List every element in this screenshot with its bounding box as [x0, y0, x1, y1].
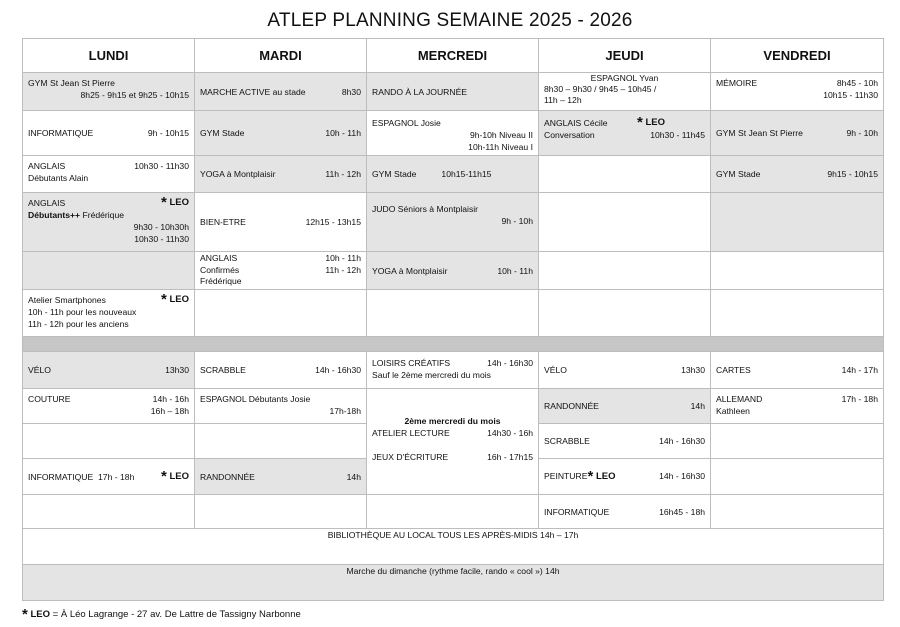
- empty-cell: [711, 495, 884, 529]
- activity-cell: GYM Stade 10h15-11h15: [367, 156, 539, 193]
- empty-cell: [711, 424, 884, 459]
- leo-marker: * LEO: [587, 468, 616, 485]
- asterisk-icon: *: [22, 606, 28, 623]
- activity-cell: SCRABBLE 14h - 16h30: [195, 352, 367, 389]
- activity-cell: RANDONNÉE 14h: [195, 459, 367, 495]
- activity-cell: ANGLAIS 10h30 - 11h30 Débutants Alain: [23, 156, 195, 193]
- leo-marker: * LEO: [160, 467, 189, 485]
- activity-cell: 2ème mercredi du mois ATELIER LECTURE 14h30 - 16h JEUX D'ÉCRITURE 16h - 17h15: [367, 389, 539, 495]
- activity-cell: RANDO À LA JOURNÉE: [367, 73, 539, 111]
- activity-cell: ALLEMAND 17h - 18h Kathleen: [711, 389, 884, 424]
- activity-cell: PEINTURE* LEO 14h - 16h30: [539, 459, 711, 495]
- activity-cell: MARCHE ACTIVE au stade 8h30: [195, 73, 367, 111]
- afternoon-row: [23, 495, 884, 529]
- morning-row: [23, 290, 884, 337]
- empty-cell: [23, 252, 195, 290]
- activity-cell: Atelier Smartphones * LEO 10h - 11h pour les nouveaux 11h - 12h pour les anciens: [23, 290, 195, 337]
- leo-marker: * LEO: [160, 194, 189, 211]
- activity-cell: GYM St Jean St Pierre 9h - 10h: [711, 111, 884, 156]
- activity-cell: GYM St Jean St Pierre 8h25 - 9h15 et 9h25 - 10h15: [23, 73, 195, 111]
- empty-cell: [711, 193, 884, 252]
- activity-cell: ESPAGNOL Débutants Josie 17h-18h: [195, 389, 367, 424]
- leo-marker: * LEO: [636, 114, 665, 131]
- activity-cell: RANDONNÉE 14h: [539, 389, 711, 424]
- empty-cell: [711, 290, 884, 337]
- asterisk-icon: *: [160, 467, 167, 485]
- activity-cell: JUDO Séniors à Montplaisir 9h - 10h: [367, 193, 539, 252]
- activity-cell: ESPAGNOL Yvan 8h30 – 9h30 / 9h45 – 10h45 / 11h – 12h: [539, 73, 711, 111]
- activity-cell: CARTES 14h - 17h: [711, 352, 884, 389]
- activity-cell: VÉLO 13h30: [23, 352, 195, 389]
- asterisk-icon: *: [587, 468, 594, 485]
- activity-cell: ANGLAIS Cécile * LEO Conversation 10h30 - 11h45: [539, 111, 711, 156]
- morning-row: [23, 111, 884, 156]
- leo-marker: * LEO: [160, 291, 189, 308]
- activity-cell: YOGA à Montplaisir 11h - 12h: [195, 156, 367, 193]
- day-header-mercredi: MERCREDI: [367, 39, 539, 73]
- day-header-jeudi: JEUDI: [539, 39, 711, 73]
- day-header-row: [23, 39, 884, 73]
- activity-cell: MÉMOIRE 8h45 - 10h 10h15 - 11h30: [711, 73, 884, 111]
- activity-cell: BIEN-ETRE 12h15 - 13h15: [195, 193, 367, 252]
- activity-cell: INFORMATIQUE 16h45 - 18h: [539, 495, 711, 529]
- sunday-walk-banner: Marche du dimanche (rythme facile, rando « cool ») 14h: [23, 565, 884, 601]
- empty-cell: [367, 495, 539, 529]
- day-header-vendredi: VENDREDI: [711, 39, 884, 73]
- empty-cell: [195, 290, 367, 337]
- morning-row: [23, 252, 884, 290]
- asterisk-icon: *: [160, 291, 167, 308]
- leo-footnote: * LEO = À Léo Lagrange - 27 av. De Lattre de Tassigny Narbonne: [22, 606, 301, 623]
- asterisk-icon: *: [160, 194, 167, 211]
- empty-cell: [367, 290, 539, 337]
- activity-cell: VÉLO 13h30: [539, 352, 711, 389]
- library-banner: BIBLIOTHÈQUE AU LOCAL TOUS LES APRÈS-MIDIS 14h – 17h: [23, 529, 884, 565]
- activity-cell: ANGLAIS 10h - 11h Confirmés 11h - 12h Frédérique: [195, 252, 367, 290]
- empty-cell: [539, 156, 711, 193]
- activity-cell: INFORMATIQUE 9h - 10h15: [23, 111, 195, 156]
- morning-row: [23, 73, 884, 111]
- activity-cell: YOGA à Montplaisir 10h - 11h: [367, 252, 539, 290]
- morning-row: [23, 156, 884, 193]
- schedule-table: [22, 38, 884, 601]
- asterisk-icon: *: [636, 114, 643, 131]
- afternoon-row: [23, 389, 884, 424]
- day-header-lundi: LUNDI: [23, 39, 195, 73]
- empty-cell: [539, 290, 711, 337]
- empty-cell: [539, 193, 711, 252]
- empty-cell: [711, 252, 884, 290]
- empty-cell: [23, 424, 195, 459]
- empty-cell: [195, 495, 367, 529]
- empty-cell: [23, 495, 195, 529]
- activity-cell: ANGLAIS * LEO Débutants++ Frédérique 9h30 - 10h30h 10h30 - 11h30: [23, 193, 195, 252]
- empty-cell: [195, 424, 367, 459]
- activity-cell: COUTURE 14h - 16h 16h – 18h: [23, 389, 195, 424]
- page-title: ATLEP PLANNING SEMAINE 2025 - 2026: [267, 10, 633, 31]
- empty-cell: [711, 459, 884, 495]
- activity-cell: SCRABBLE 14h - 16h30: [539, 424, 711, 459]
- empty-cell: [539, 252, 711, 290]
- afternoon-row: [23, 352, 884, 389]
- activity-cell: ESPAGNOL Josie 9h-10h Niveau II 10h-11h Niveau I: [367, 111, 539, 156]
- day-header-mardi: MARDI: [195, 39, 367, 73]
- morning-row: [23, 193, 884, 252]
- library-banner-row: [23, 529, 884, 565]
- activity-cell: GYM Stade 10h - 11h: [195, 111, 367, 156]
- morning-afternoon-separator: [23, 337, 884, 352]
- activity-cell: INFORMATIQUE 17h - 18h * LEO: [23, 459, 195, 495]
- activity-cell: LOISIRS CRÉATIFS 14h - 16h30 Sauf le 2ème mercredi du mois: [367, 352, 539, 389]
- activity-cell: GYM Stade 9h15 - 10h15: [711, 156, 884, 193]
- sunday-banner-row: [23, 565, 884, 601]
